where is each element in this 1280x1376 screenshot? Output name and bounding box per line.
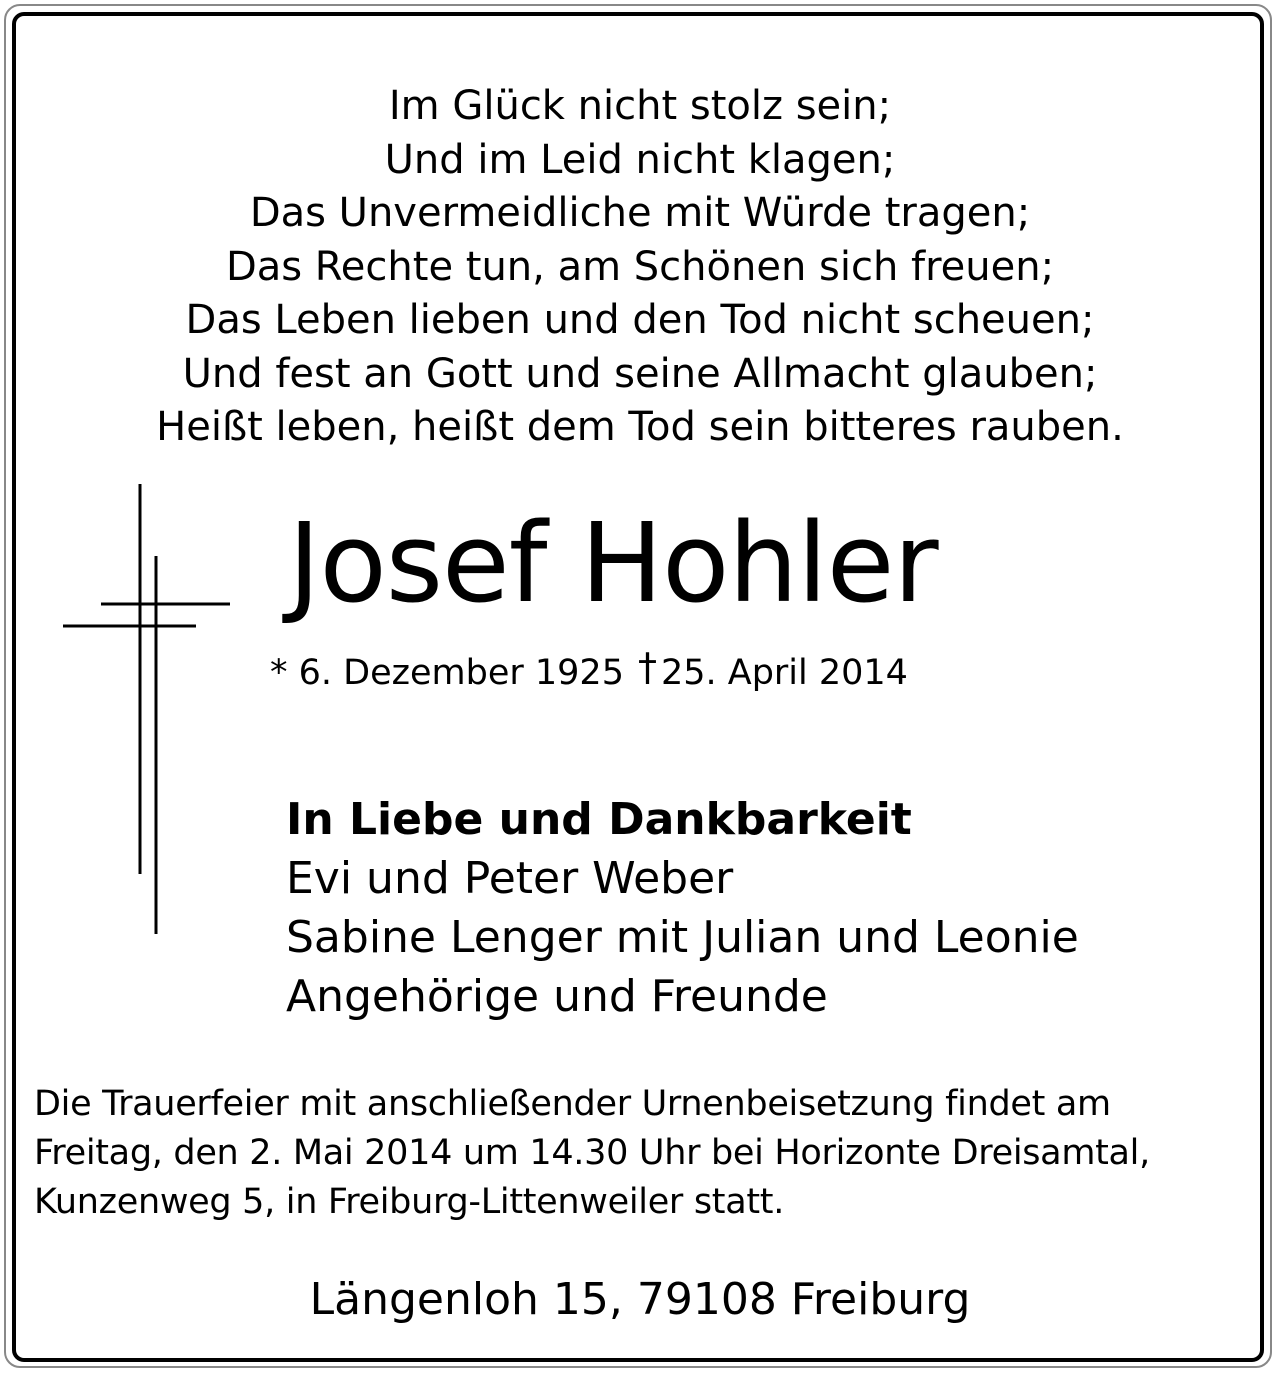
mourners-heading: In Liebe und Dankbarkeit	[286, 794, 912, 845]
poem-line: Und fest an Gott und seine Allmacht glauben;	[182, 350, 1098, 397]
dagger-icon: †	[637, 645, 657, 689]
mourners	[286, 790, 1079, 1026]
service-info	[34, 1080, 1150, 1227]
poem-line: Im Glück nicht stolz sein;	[388, 83, 892, 129]
service-line: Freitag, den 2. Mai 2014 um 14.30 Uhr bei Horizonte Dreisamtal,	[34, 1133, 1150, 1173]
poem	[0, 80, 1280, 455]
family-address: Längenloh 15, 79108 Freiburg	[309, 1274, 971, 1325]
deceased-name: Josef Hohler	[288, 499, 938, 627]
poem-line: Und im Leid nicht klagen;	[384, 136, 896, 183]
life-dates	[270, 644, 908, 696]
mourner-line: Evi und Peter Weber	[286, 853, 734, 904]
service-line: Die Trauerfeier mit anschließender Urnenbeisetzung findet am	[34, 1084, 1111, 1124]
mourner-line: Angehörige und Freunde	[286, 971, 828, 1022]
birth-date: * 6. Dezember 1925	[270, 653, 624, 693]
death-date: 25. April 2014	[660, 653, 908, 693]
service-line: Kunzenweg 5, in Freiburg-Littenweiler statt.	[34, 1182, 785, 1222]
mourner-line: Sabine Lenger mit Julian und Leonie	[286, 912, 1079, 963]
poem-line: Das Unvermeidliche mit Würde tragen;	[249, 190, 1031, 236]
poem-line: Heißt leben, heißt dem Tod sein bitteres rauben.	[156, 404, 1124, 450]
poem-line: Das Leben lieben und den Tod nicht scheuen;	[185, 297, 1095, 343]
poem-line: Das Rechte tun, am Schönen sich freuen;	[225, 243, 1055, 290]
